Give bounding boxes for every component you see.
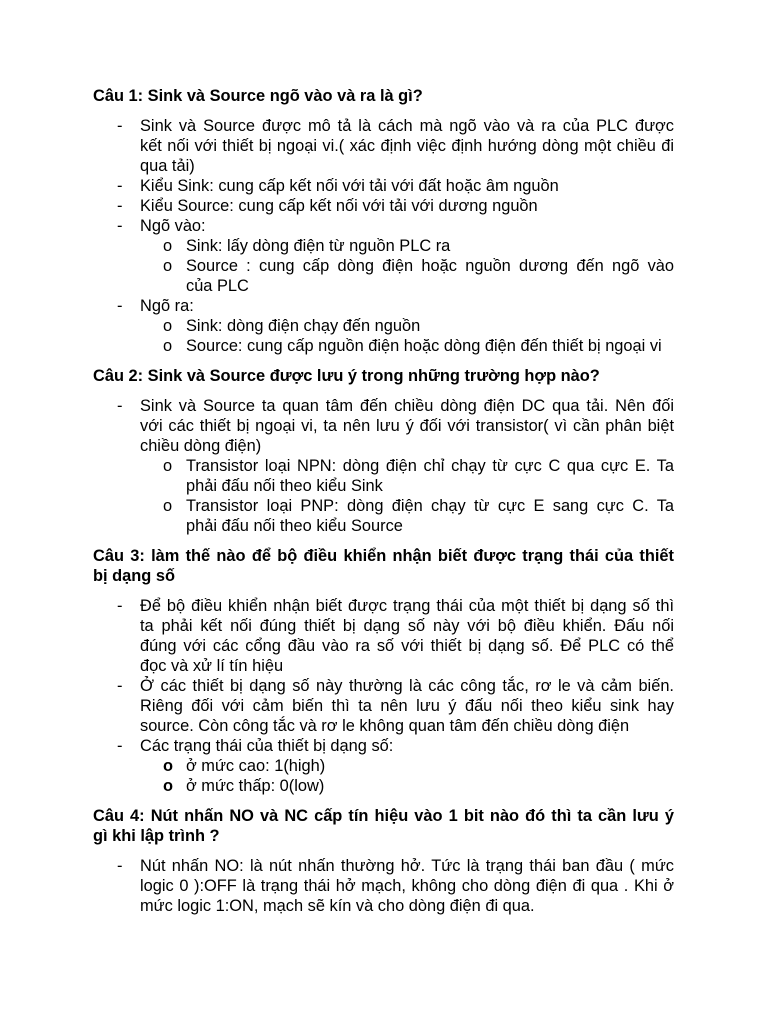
text-line: ta phải kết nối đúng thiết bị dạng số này với bộ điều khiển. Đấu nối xyxy=(140,617,674,635)
question-1-heading xyxy=(93,86,674,106)
text-line: source. Còn công tắc và rơ le không quan tâm đến chiều dòng điện xyxy=(140,717,630,735)
text-line: Sink: dòng điện chạy đến nguồn xyxy=(186,317,421,335)
text-line: Để bộ điều khiển nhận biết được trạng thái của một thiết bị dạng số thì xyxy=(140,597,674,615)
dash-bullet: - xyxy=(117,217,123,235)
question-3-heading xyxy=(93,546,674,586)
question-2-section xyxy=(93,366,674,536)
text-line: với các thiết bị ngoại vi, ta nên lưu ý đối với transistor( vì cần phân biệt xyxy=(140,417,674,435)
text-line: logic 0 ):OFF là trạng thái hở mạch, không cho dòng điện đi qua . Khi ở xyxy=(140,877,674,895)
dash-bullet: - xyxy=(117,117,123,135)
text-line: Nút nhấn NO: là nút nhấn thường hở. Tức là trạng thái ban đầu ( mức xyxy=(140,857,674,875)
question-1-section xyxy=(93,86,674,356)
text-line: Kiểu Sink: cung cấp kết nối với tải với đất hoặc âm nguồn xyxy=(140,177,559,195)
circle-bullet: o xyxy=(163,317,173,335)
text-line: Transistor loại NPN: dòng điện chỉ chạy từ cực C qua cực E. Ta xyxy=(186,457,674,475)
text-line: Kiểu Source: cung cấp kết nối với tải với dương nguồn xyxy=(140,197,538,215)
text-line: Transistor loại PNP: dòng điện chạy từ cực E sang cực C. Ta xyxy=(186,497,674,515)
question-4-heading xyxy=(93,806,674,846)
heading-line: Câu 3: làm thế nào để bộ điều khiển nhận biết được trạng thái của thiết xyxy=(93,547,674,565)
text-line: ở mức thấp: 0(low) xyxy=(186,777,325,795)
bullet-item xyxy=(93,856,674,916)
bullet-item xyxy=(93,736,674,796)
text-line: Ngõ vào: xyxy=(140,217,206,235)
text-line: Sink: lấy dòng điện từ nguồn PLC ra xyxy=(186,237,451,255)
circle-bullet: o xyxy=(163,237,173,255)
heading-line: gì khi lập trình ? xyxy=(93,827,220,845)
circle-bullet: o xyxy=(163,337,173,355)
bullet-item xyxy=(93,596,674,676)
dash-bullet: - xyxy=(117,677,123,695)
text-line: ở mức cao: 1(high) xyxy=(186,757,326,775)
text-line: Source: cung cấp nguồn điện hoặc dòng điện đến thiết bị ngoại vi xyxy=(186,337,662,355)
sub-list xyxy=(140,316,674,356)
sub-bullet-item xyxy=(140,456,674,496)
question-2-heading xyxy=(93,366,674,386)
text-line: Ở các thiết bị dạng số này thường là các công tắc, rơ le và cảm biến. xyxy=(140,677,674,695)
sub-bullet-item xyxy=(140,336,674,356)
dash-bullet: - xyxy=(117,857,123,875)
bullet-item xyxy=(93,116,674,176)
dash-bullet: - xyxy=(117,397,123,415)
bullet-item xyxy=(93,396,674,536)
dash-bullet: - xyxy=(117,297,123,315)
circle-bullet: o xyxy=(163,497,173,515)
dash-bullet: - xyxy=(117,177,123,195)
text-line: mức logic 1:ON, mạch sẽ kín và cho dòng điện đi qua. xyxy=(140,897,535,915)
sub-list xyxy=(140,236,674,296)
question-3-section xyxy=(93,546,674,796)
sub-bullet-item xyxy=(140,316,674,336)
sub-bullet-item xyxy=(140,776,674,796)
dash-bullet: - xyxy=(117,597,123,615)
text-line: Source : cung cấp dòng điện hoặc nguồn dương đến ngõ vào xyxy=(186,257,674,275)
text-line: phải đấu nối theo kiểu Source xyxy=(186,517,403,535)
text-line: Riêng đối với cảm biến thì ta nên lưu ý đấu nối theo kiểu sink hay xyxy=(140,697,674,715)
circle-bullet: o xyxy=(163,457,173,475)
bullet-item xyxy=(93,296,674,356)
text-line: đọc và xử lí tín hiệu xyxy=(140,657,284,675)
bullet-item xyxy=(93,176,674,196)
circle-bullet: o xyxy=(163,757,174,775)
text-line: kết nối với thiết bị ngoại vi.( xác định việc định hướng dòng một chiều đi xyxy=(140,137,674,155)
sub-bullet-item xyxy=(140,756,674,776)
dash-bullet: - xyxy=(117,197,123,215)
sub-bullet-item xyxy=(140,496,674,536)
heading-line: Câu 4: Nút nhấn NO và NC cấp tín hiệu vào 1 bit nào đó thì ta cần lưu ý xyxy=(93,807,674,825)
circle-bullet: o xyxy=(163,777,174,795)
text-line: Ngõ ra: xyxy=(140,297,194,315)
text-line: đúng với các cổng đầu vào ra số với thiết bị dạng số. Để PLC có thể xyxy=(140,637,674,655)
sub-bullet-item xyxy=(140,236,674,256)
text-line: qua tải) xyxy=(140,157,195,175)
question-4-section xyxy=(93,806,674,916)
sub-bullet-item xyxy=(140,256,674,296)
heading-line: bị dạng số xyxy=(93,567,175,585)
sub-list xyxy=(140,456,674,536)
text-line: Các trạng thái của thiết bị dạng số: xyxy=(140,737,394,755)
bullet-item xyxy=(93,676,674,736)
document-body xyxy=(93,86,674,926)
dash-bullet: - xyxy=(117,737,123,755)
text-line: Sink và Source ta quan tâm đến chiều dòng điện DC qua tải. Nên đối xyxy=(140,397,674,415)
heading-line: Câu 1: Sink và Source ngõ vào và ra là gì? xyxy=(93,87,423,105)
bullet-item xyxy=(93,196,674,216)
text-line: Sink và Source được mô tả là cách mà ngõ vào và ra của PLC được xyxy=(140,117,674,135)
text-line: chiều dòng điện) xyxy=(140,437,262,455)
text-line: của PLC xyxy=(186,277,249,295)
circle-bullet: o xyxy=(163,257,173,275)
text-line: phải đấu nối theo kiểu Sink xyxy=(186,477,383,495)
sub-list xyxy=(140,756,674,796)
bullet-item xyxy=(93,216,674,296)
heading-line: Câu 2: Sink và Source được lưu ý trong những trường hợp nào? xyxy=(93,367,600,385)
